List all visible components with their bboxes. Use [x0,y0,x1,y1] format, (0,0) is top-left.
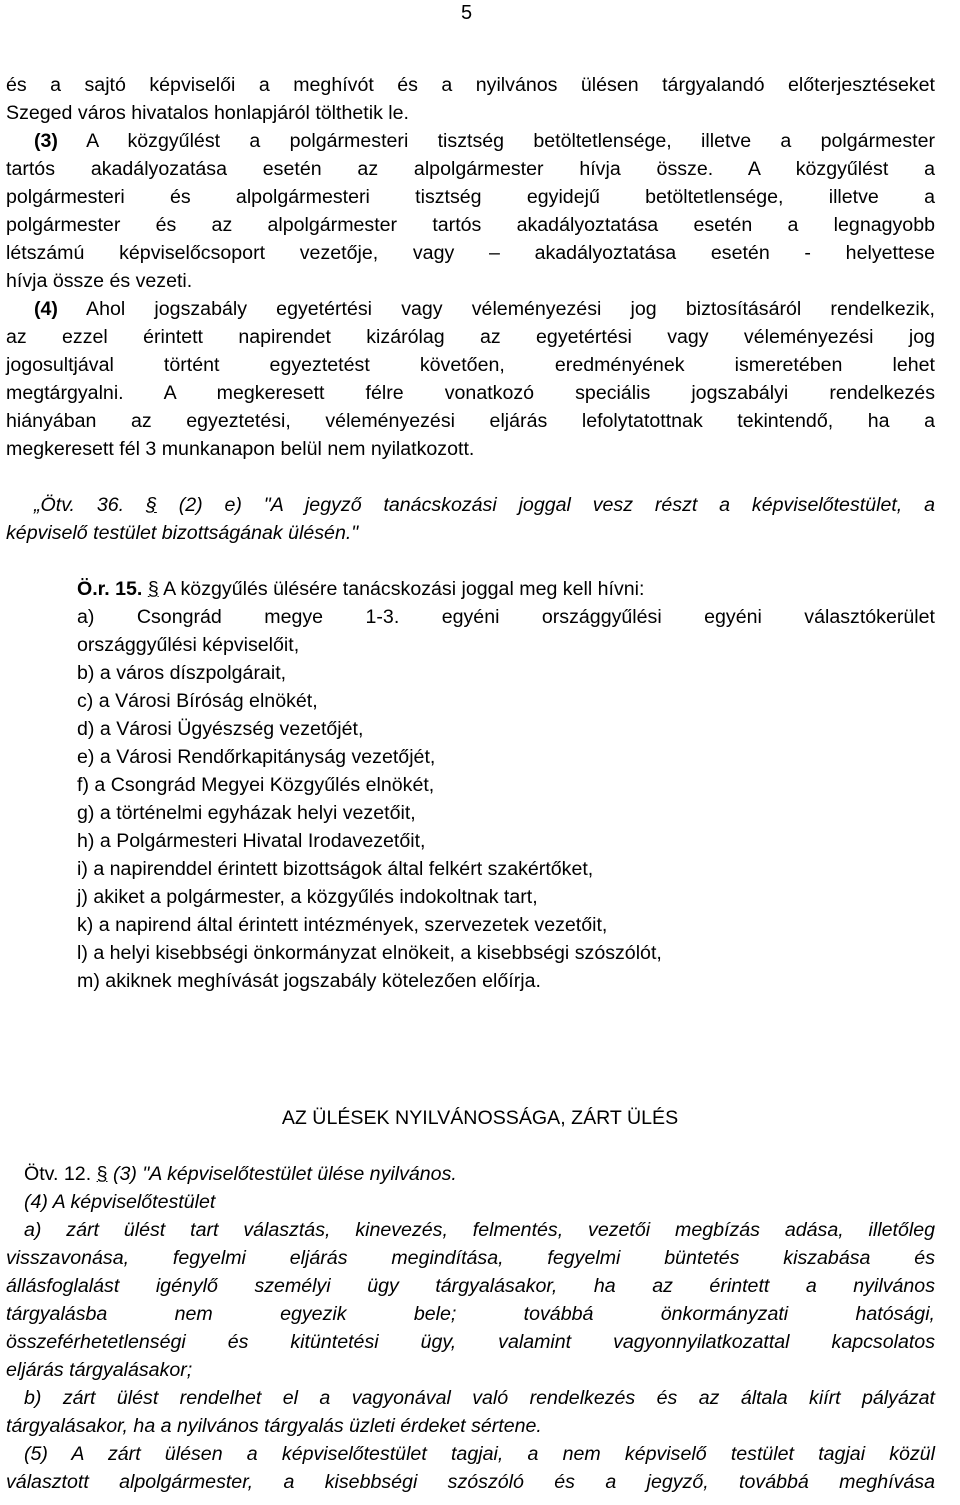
section-symbol-link[interactable]: § [96,1163,108,1185]
list-item: c) a Városi Bíróság elnökét, [77,690,318,712]
paragraph-label: (3) [34,130,58,152]
otv12-reference: Ötv. 12. [24,1163,92,1185]
text-line: hiányában az egyeztetési, véleményezési eljárás lefolytatottnak tekintendő, ha a [6,410,935,432]
text-line: és a sajtó képviselői a meghívót és a nyilvános ülésen tárgyalandó előterjesztéseket [6,74,935,96]
text-span: A közgyűlés ülésére tanácskozási joggal meg kell hívni: [158,578,645,600]
otv36-reference[interactable]: „Ötv. 36. [34,494,125,516]
section-heading: AZ ÜLÉSEK NYILVÁNOSSÁGA, ZÁRT ÜLÉS [281,1107,679,1129]
section-symbol-link[interactable]: § [145,494,157,516]
text-line: polgármester és az alpolgármester tartós akadályoztatása esetén a legnagyobb [6,214,935,236]
text-line: jogosultjával történt egyeztetést követően, eredményének ismeretében lehet [6,354,935,376]
otv36-quote-line [6,493,935,517]
text-line: képviselő testület bizottságának ülésén." [6,522,359,544]
list-item: a) Csongrád megye 1-3. egyéni országgyűlési egyéni választókerület [77,606,935,628]
text-line: tartós akadályozatása esetén az alpolgármester hívja össze. A közgyűlést a [6,158,935,180]
or15-intro-line [6,577,935,601]
text-line: visszavonása, fegyelmi eljárás megindítása, fegyelmi büntetés kiszabása és [6,1247,935,1269]
text-span: a) zárt ülést tart választás, kinevezés, felmentés, vezetői megbízás adása, illetőleg [24,1219,935,1241]
text-line: eljárás tárgyalásakor; [6,1359,193,1381]
list-item: k) a napirend által érintett intézmények, szervezetek vezetőit, [77,914,608,936]
text-line: választott alpolgármester, a kisebbségi szószóló és a jegyző, továbbá meghívása [6,1471,935,1493]
paragraph-4-first-line [6,297,935,321]
text-line: hívja össze és vezeti. [6,270,193,292]
text-line: létszámú képviselőcsoport vezetője, vagy – akadályoztatása esetén - helyettese [6,242,935,264]
text-line [6,1218,935,1242]
list-item: e) a Városi Rendőrkapitányság vezetőjét, [77,746,436,768]
text-line: Szeged város hivatalos honlapjáról tölthetik le. [6,102,410,124]
text-line: állásfoglalást igénylő személyi ügy tárgyalásakor, ha az érintett a nyilvános [6,1275,935,1297]
list-item: j) akiket a polgármester, a közgyűlés indokoltnak tart, [77,886,538,908]
list-item: l) a helyi kisebbségi önkormányzat elnökeit, a kisebbségi szószólót, [77,942,662,964]
text-span: (2) e) "A jegyző tanácskozási joggal vesz részt a képviselőtestület, a [156,494,935,516]
text-line [6,1442,935,1466]
paragraph-label: (4) [34,298,58,320]
text-line: tárgyalásakor, ha a nyilvános tárgyalás üzleti érdeket sértene. [6,1415,542,1437]
list-item: f) a Csongrád Megyei Közgyűlés elnökét, [77,774,435,796]
or15-reference: Ö.r. 15. [77,578,143,600]
list-item: i) a napirenddel érintett bizottságok által felkért szakértőket, [77,858,594,880]
text-line: megtárgyalni. A megkeresett félre vonatkozó speciális jogszabályi rendelkezés [6,382,935,404]
text-line: (4) A képviselőtestület [24,1191,216,1213]
list-item: b) a város díszpolgárait, [77,662,287,684]
list-item: d) a Városi Ügyészség vezetőjét, [77,718,364,740]
list-item: h) a Polgármesteri Hivatal Irodavezetőit, [77,830,426,852]
list-item: országgyűlési képviselőit, [77,634,300,656]
text-line: tárgyalásba nem egyezik bele; továbbá önkormányzati hatósági, [6,1303,935,1325]
text-span: (5) A zárt ülésen a képviselőtestület tagjai, a nem képviselő testület tagjai közül [24,1443,935,1465]
text-line [6,1386,935,1410]
list-item: g) a történelmi egyházak helyi vezetőit, [77,802,416,824]
otv12-intro-line [24,1162,935,1186]
list-item: m) akiknek meghívását jogszabály kötelezően előírja. [77,970,541,992]
text-line: az ezzel érintett napirendet kizárólag az egyetértési vagy véleményezési jog [6,326,935,348]
page-number: 5 [461,2,473,24]
text-span: Ahol jogszabály egyetértési vagy véleményezési jog biztosításáról rendelkezik, [57,298,935,320]
section-symbol-link[interactable]: § [147,578,159,600]
text-line: megkeresett fél 3 munkanapon belül nem nyilatkozott. [6,438,475,460]
paragraph-3-first-line [6,129,935,153]
text-line: polgármesteri és alpolgármesteri tisztség egyidejű betöltetlensége, illetve a [6,186,935,208]
text-span: b) zárt ülést rendelhet el a vagyonával való rendelkezés és az általa kiírt pályázat [24,1387,935,1409]
text-span: A közgyűlést a polgármesteri tisztség betöltetlensége, illetve a polgármester [57,130,935,152]
text-line: összeférhetetlenségi és kitüntetési ügy, valamint vagyonnyilatkozattal kapcsolatos [6,1331,935,1353]
text-span: (3) "A képviselőtestület ülése nyilvános. [107,1163,457,1185]
